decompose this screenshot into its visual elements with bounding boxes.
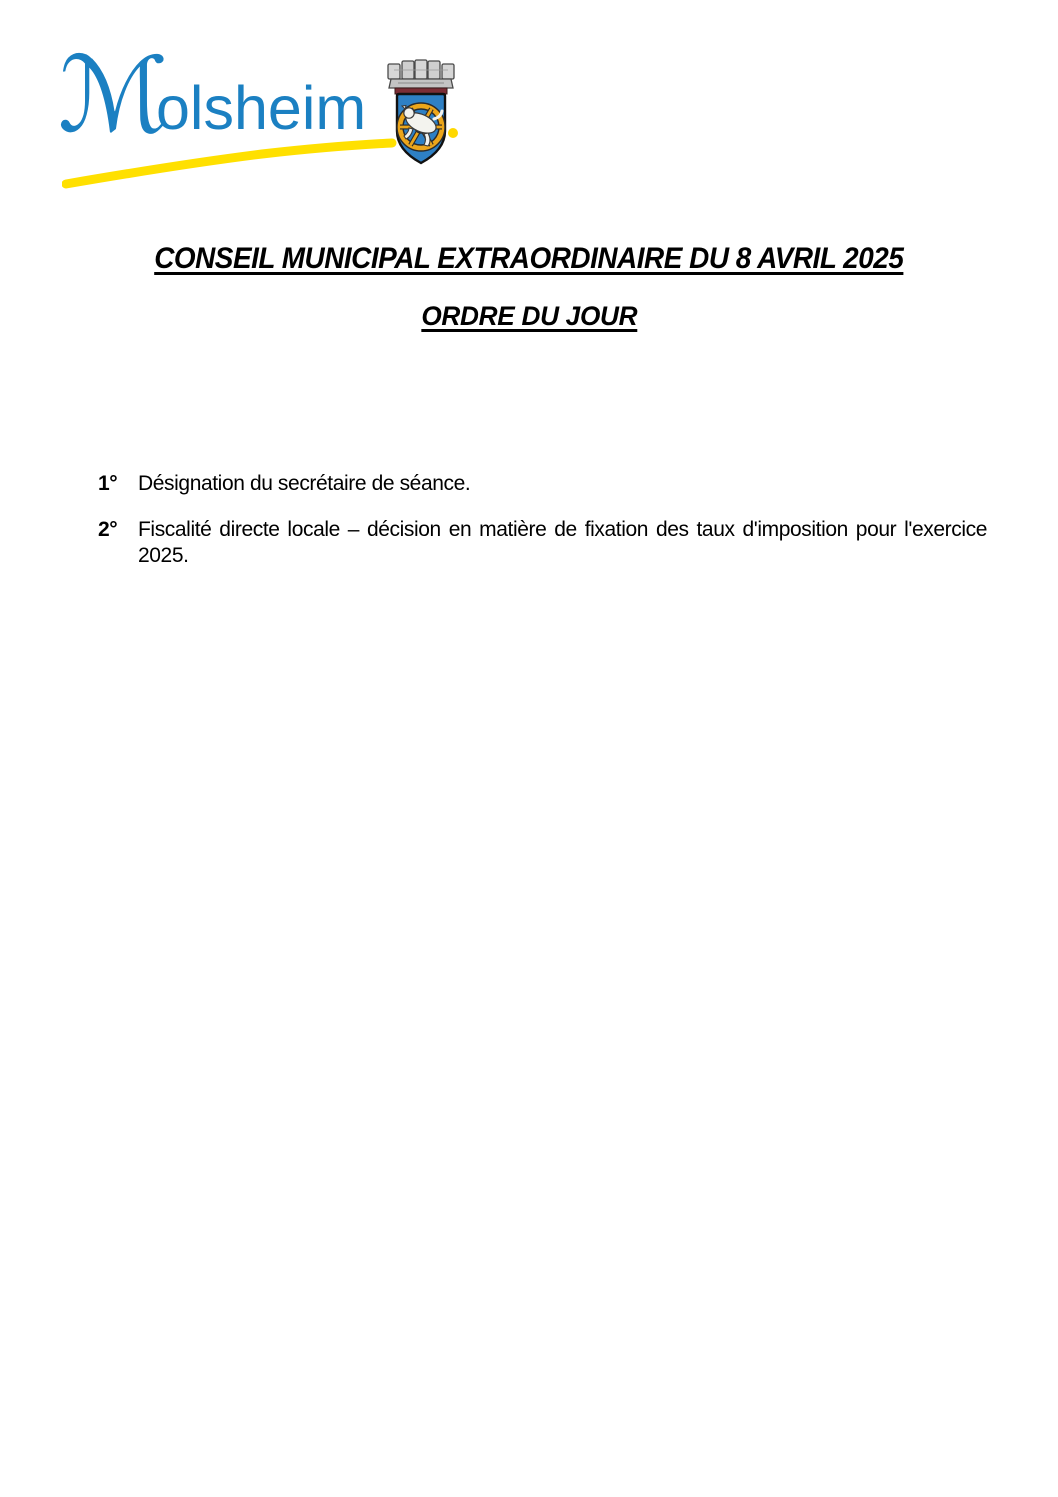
page-title: CONSEIL MUNICIPAL EXTRAORDINAIRE DU 8 AVRIL 2025	[154, 242, 904, 275]
agenda-item-2	[98, 517, 987, 569]
logo-swoosh-icon	[62, 138, 398, 190]
molsheim-crest-icon	[384, 55, 458, 171]
logo-yellow-dot	[448, 128, 458, 138]
agenda-item-1-text	[138, 471, 987, 497]
agenda-list	[98, 471, 987, 569]
agenda-item-2-text	[138, 517, 987, 569]
agenda-item-1-line-1: Désignation du secrétaire de séance.	[138, 472, 471, 495]
agenda-item-2-number: 2°	[98, 518, 118, 541]
agenda-item-1-number: 1°	[98, 472, 118, 495]
page-subtitle: ORDRE DU JOUR	[421, 301, 637, 331]
molsheim-logo	[58, 34, 470, 202]
title-row	[0, 240, 1058, 278]
molsheim-script-m-icon: ℳ	[58, 34, 170, 156]
agenda-item-2-line-2: 2025.	[138, 544, 189, 567]
subtitle-row	[0, 299, 1058, 333]
crest-mural-crown	[388, 60, 454, 88]
agenda-item-1	[98, 471, 987, 497]
agenda-item-2-line-1: Fiscalité directe locale – décision en matière de fixation des taux d'imposition pour l'exercice	[138, 518, 987, 541]
molsheim-wordmark: olsheim	[156, 74, 367, 142]
